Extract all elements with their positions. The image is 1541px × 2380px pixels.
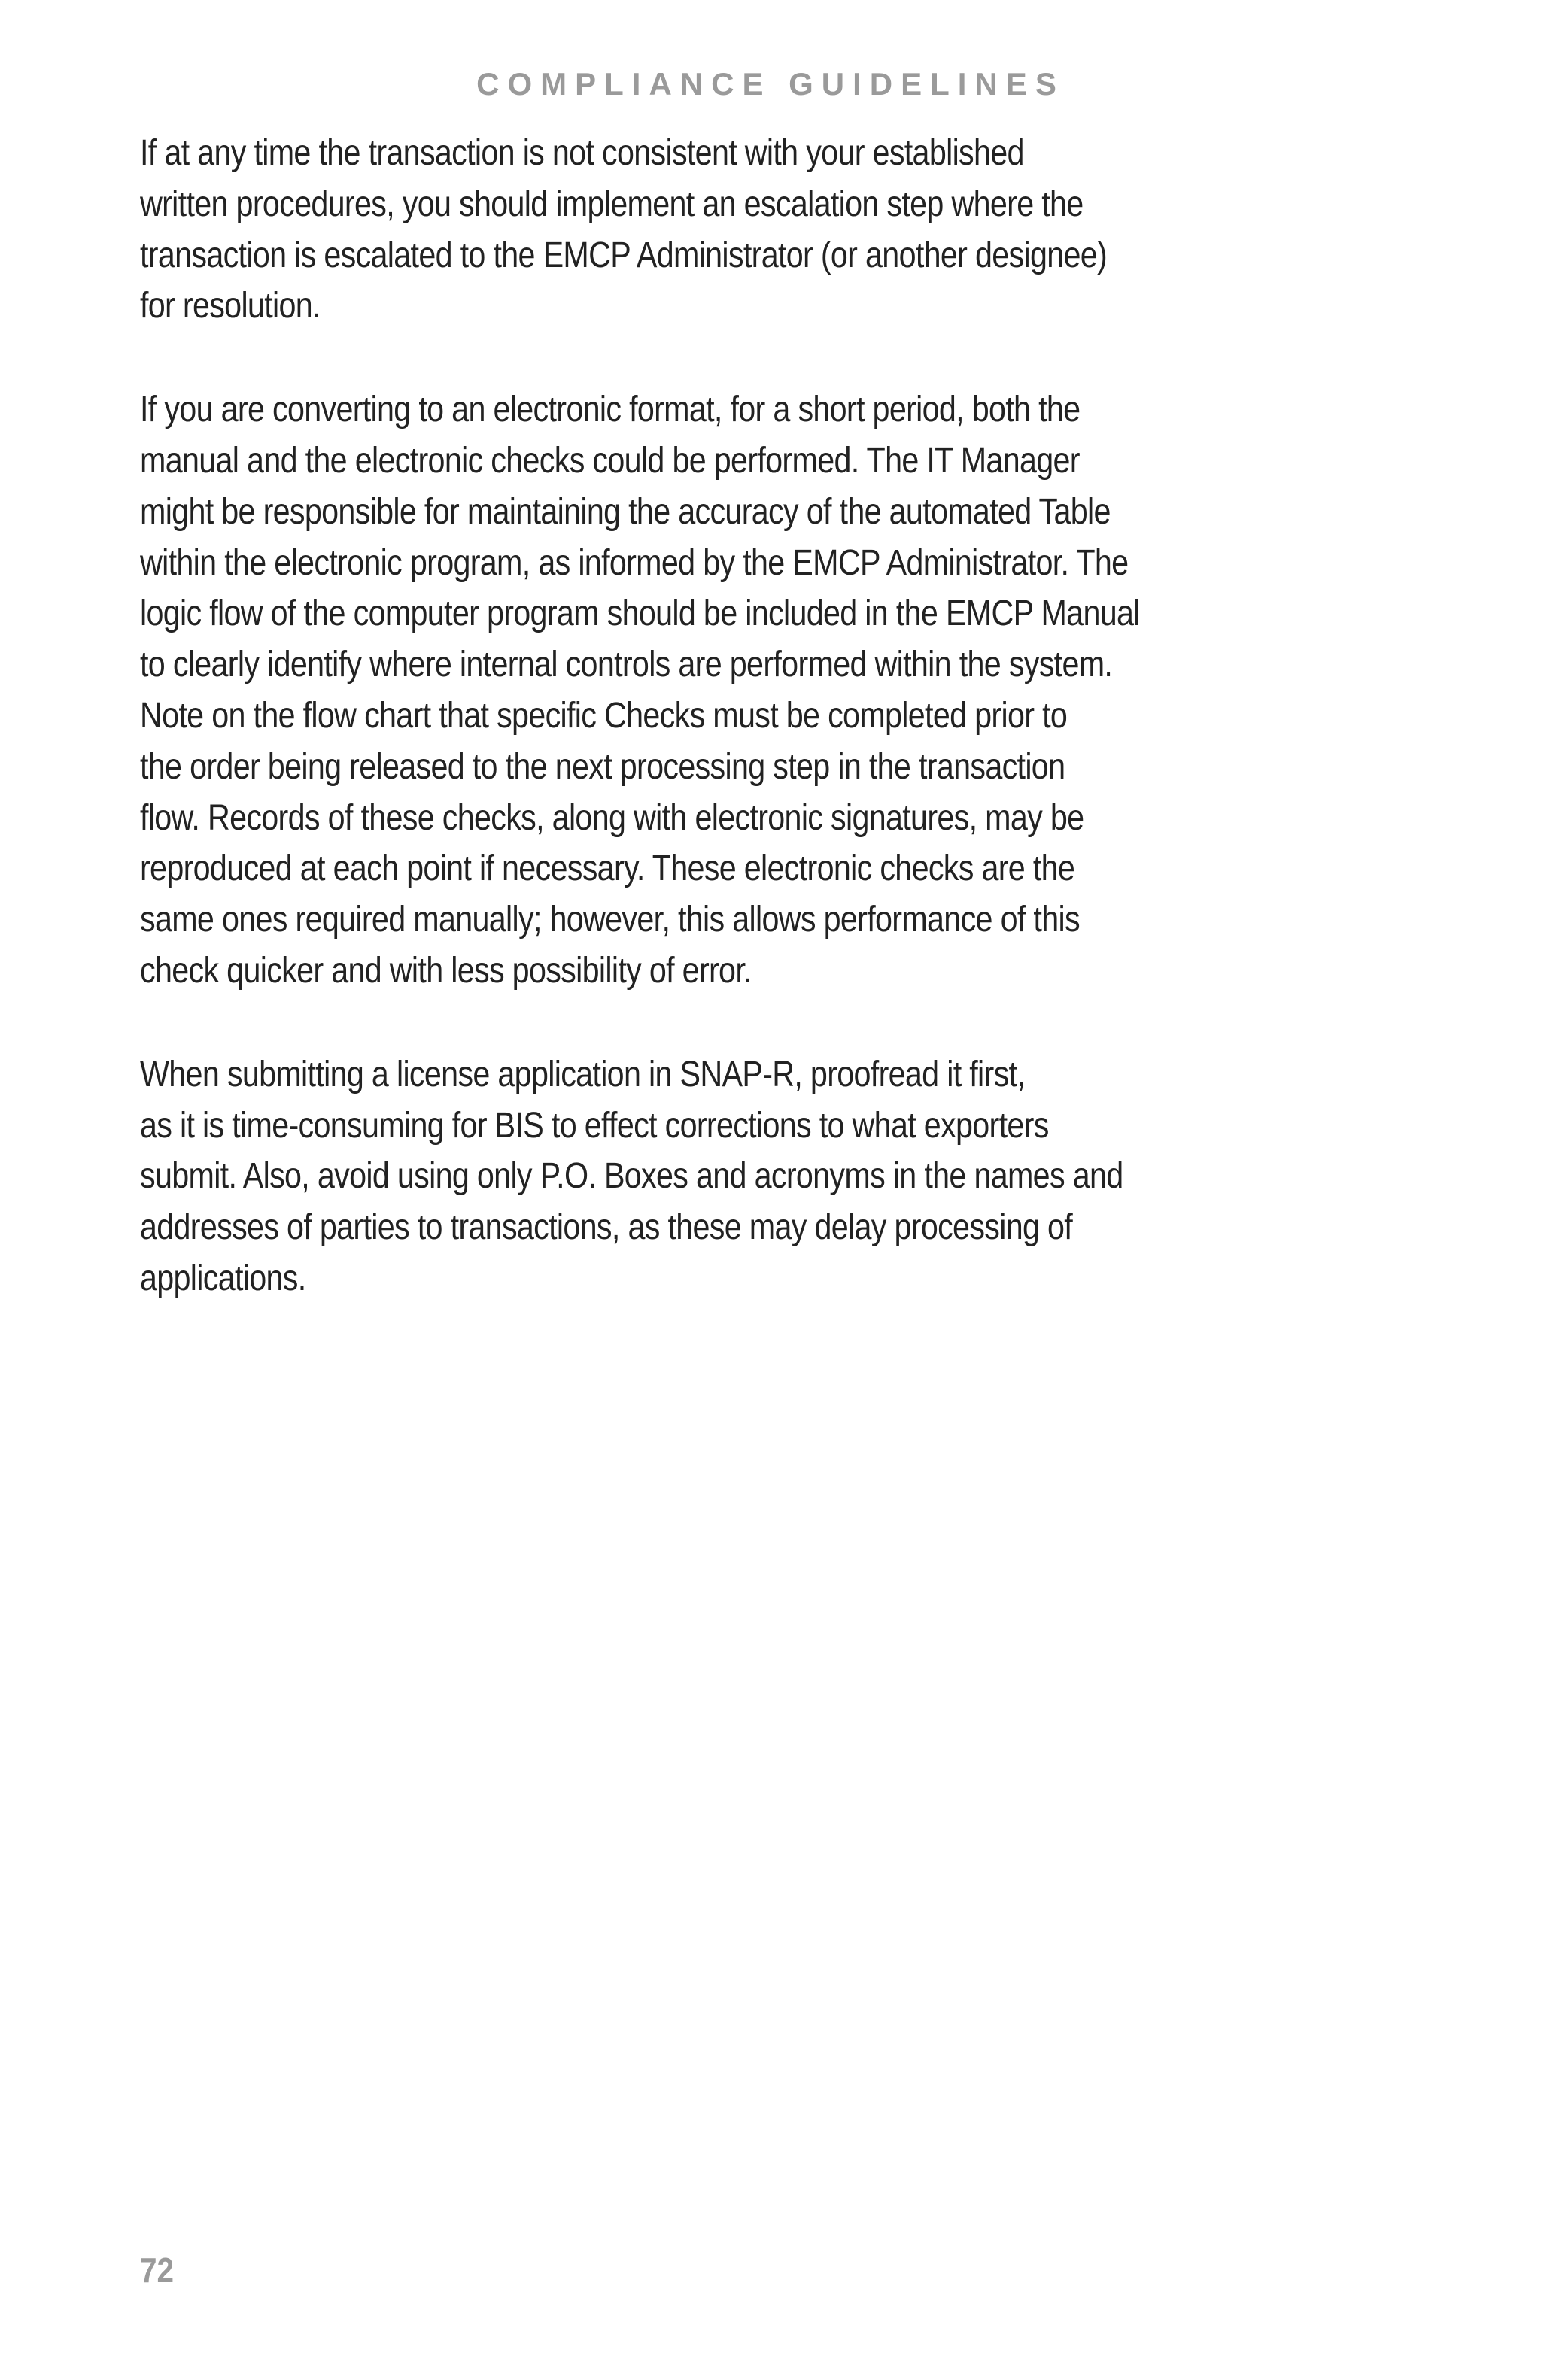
text-line: within the electronic program, as informed by the EMCP Administrator. The bbox=[140, 542, 1129, 583]
text-line: submit. Also, avoid using only P.O. Boxes and acronyms in the names and bbox=[140, 1156, 1123, 1197]
text-line: When submitting a license application in SNAP-R, proofread it first, bbox=[140, 1054, 1026, 1094]
text-line: addresses of parties to transactions, as these may delay processing of bbox=[140, 1207, 1073, 1248]
text-line: manual and the electronic checks could be performed. The IT Manager bbox=[140, 440, 1080, 481]
text-line: the order being released to the next processing step in the transaction bbox=[140, 746, 1065, 787]
text-line: for resolution. bbox=[140, 286, 321, 326]
body-text bbox=[140, 128, 1404, 1357]
text-line: If at any time the transaction is not consistent with your established bbox=[140, 133, 1024, 173]
text-line: transaction is escalated to the EMCP Administrator (or another designee) bbox=[140, 235, 1108, 275]
text-line: If you are converting to an electronic format, for a short period, both the bbox=[140, 390, 1081, 430]
text-line: flow. Records of these checks, along with electronic signatures, may be bbox=[140, 797, 1084, 838]
text-line: Note on the flow chart that specific Checks must be completed prior to bbox=[140, 695, 1068, 736]
text-line: might be responsible for maintaining the accuracy of the automated Table bbox=[140, 491, 1111, 532]
text-line: as it is time-consuming for BIS to effect corrections to what exporters bbox=[140, 1105, 1049, 1146]
text-line: reproduced at each point if necessary. These electronic checks are the bbox=[140, 848, 1075, 889]
text-line: to clearly identify where internal controls are performed within the system. bbox=[140, 645, 1113, 685]
paragraph-snap-r bbox=[140, 1049, 1404, 1304]
paragraph-escalation bbox=[140, 128, 1404, 332]
paragraph-electronic-format bbox=[140, 384, 1404, 997]
page-number: 72 bbox=[140, 2251, 175, 2290]
running-header: COMPLIANCE GUIDELINES bbox=[476, 66, 1065, 102]
text-line: logic flow of the computer program should be included in the EMCP Manual bbox=[140, 593, 1140, 634]
text-line: same ones required manually; however, this allows performance of this bbox=[140, 900, 1080, 940]
text-line: check quicker and with less possibility of error. bbox=[140, 950, 752, 991]
text-line: written procedures, you should implement an escalation step where the bbox=[140, 184, 1084, 224]
text-line: applications. bbox=[140, 1258, 306, 1298]
